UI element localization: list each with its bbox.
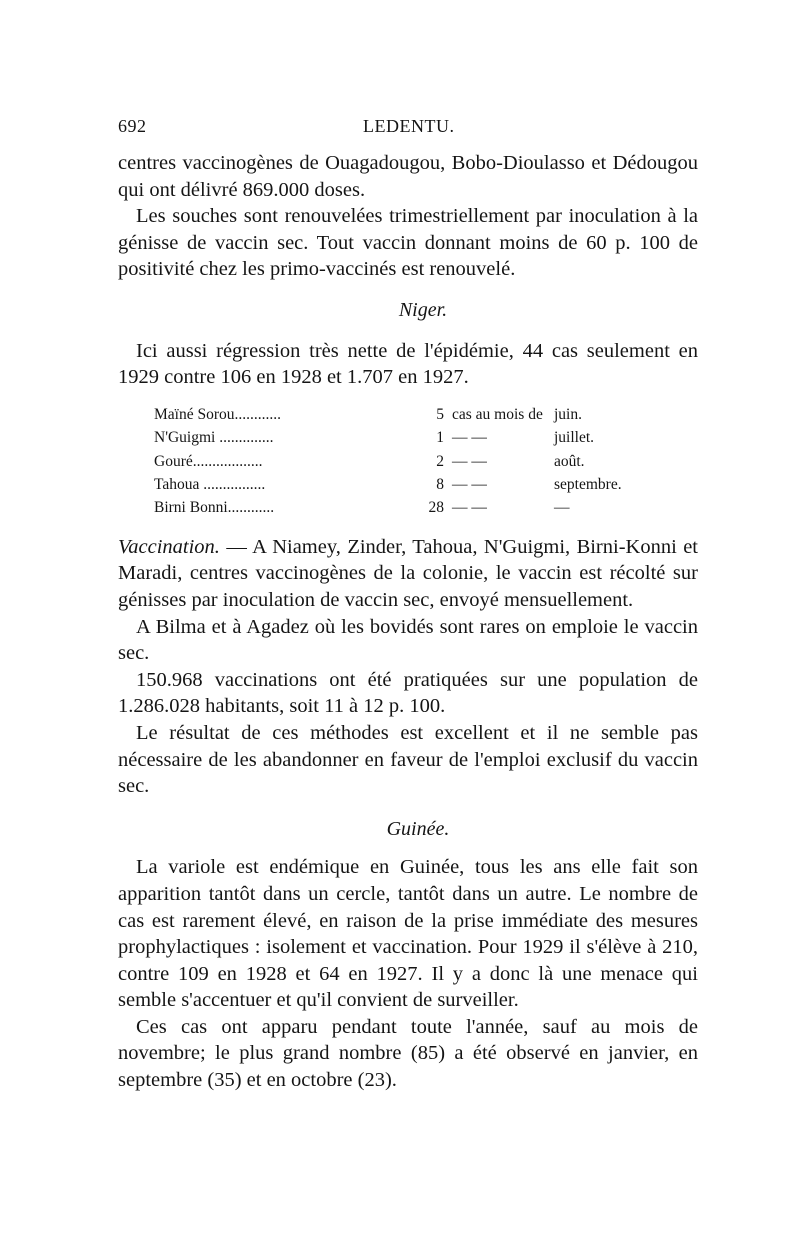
case-count: 28: [428, 499, 444, 517]
case-row: [154, 403, 698, 426]
case-month: —: [554, 499, 570, 517]
section-heading-niger: Niger.: [398, 298, 448, 321]
case-count: 5: [436, 405, 444, 423]
paragraph-6: 150.968 vaccinations ont été pratiquées sur une population de 1.286.028 habitants, soit 11 à 12 p. 100.: [118, 668, 698, 718]
case-locality: N'Guigmi ..............: [154, 429, 274, 447]
case-month: juin.: [554, 405, 582, 423]
page-body: [118, 150, 698, 1094]
case-unit: — —: [452, 475, 487, 493]
case-count: 1: [436, 429, 444, 447]
case-row: [154, 496, 698, 519]
case-locality: Gouré..................: [154, 452, 263, 470]
paragraph-3: Ici aussi régression très nette de l'épidémie, 44 cas seulement en 1929 contre 106 en 1928 et 1.707 en 1927.: [118, 339, 698, 389]
paragraph-5: A Bilma et à Agadez où les bovidés sont rares on emploie le vaccin sec.: [118, 615, 698, 665]
case-unit: — —: [452, 429, 487, 447]
paragraph-1: centres vaccinogènes de Ouagadougou, Bobo-Dioulasso et Dédougou qui ont délivré 869.000 doses.: [118, 152, 698, 201]
cases-list: [154, 403, 698, 520]
running-header: [118, 116, 688, 140]
paragraph-7: Le résultat de ces méthodes est excellent et il ne semble pas nécessaire de les abandonner en faveur de l'emploi exclusif du vaccin sec.: [118, 721, 698, 798]
case-count: 8: [436, 475, 444, 493]
case-locality: Maïné Sorou............: [154, 405, 282, 423]
running-title: LEDENTU.: [363, 116, 455, 136]
paragraph-4-text: — A Niamey, Zinder, Tahoua, N'Guigmi, Birni-Konni et Maradi, centres vaccinogènes de la colonie, le vaccin est récolté sur génisses par inoculation de vaccin sec, envoyé mensuellement.: [118, 535, 698, 611]
case-row: [154, 450, 698, 473]
case-row: [154, 473, 698, 496]
case-unit: — —: [452, 452, 487, 470]
case-month: septembre.: [554, 475, 622, 493]
vaccination-label: Vaccination.: [118, 535, 220, 558]
case-unit: cas au mois de: [452, 405, 543, 423]
section-heading-guinee: Guinée.: [386, 817, 450, 840]
paragraph-8: La variole est endémique en Guinée, tous les ans elle fait son apparition tantôt dans un cercle, tantôt dans un autre. Le nombre de cas est rarement élevé, en raison de la prise immédiate des mesures prophylactiques : isolement et vaccination. Pour 1929 il s'élève à 210, contre 109 en 1928 et 64 en 1927. Il y a donc là une menace qui semble s'accentuer et qu'il convient de surveiller.: [118, 856, 698, 1012]
case-row: [154, 426, 698, 449]
paragraph-9: Ces cas ont apparu pendant toute l'année, sauf au mois de novembre; le plus grand nombre (85) a été observé en janvier, en septembre (35) et en octobre (23).: [118, 1015, 698, 1092]
case-locality: Tahoua ................: [154, 475, 266, 493]
case-unit: — —: [452, 499, 487, 517]
page-number: 692: [118, 116, 147, 136]
case-month: juillet.: [554, 429, 595, 447]
paragraph-2: Les souches sont renouvelées trimestriellement par inoculation à la génisse de vaccin sec. Tout vaccin donnant moins de 60 p. 100 de positivité chez les primo-vaccinés est renouvelé.: [118, 205, 698, 281]
case-count: 2: [436, 452, 444, 470]
paragraph-4: [118, 534, 698, 614]
case-month: août.: [554, 452, 585, 470]
case-locality: Birni Bonni............: [154, 499, 275, 517]
